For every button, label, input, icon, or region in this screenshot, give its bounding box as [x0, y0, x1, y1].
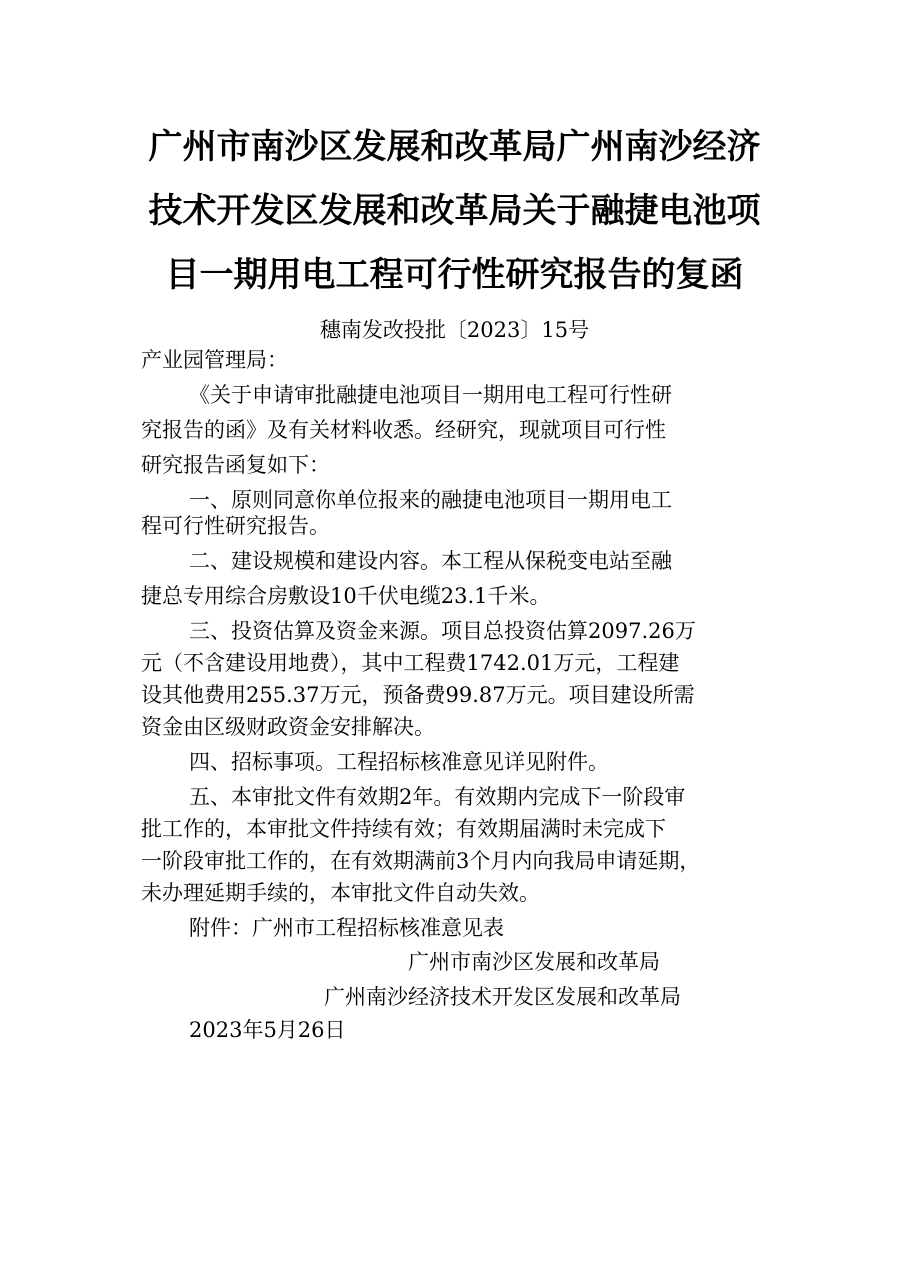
signature-line-2: 广州南沙经济技术开发区发展和改革局 [324, 985, 681, 1009]
addressee: 产业园管理局： [141, 348, 288, 372]
text-line: 究报告的函》及有关材料收悉。经研究，现就项目可行性 [141, 418, 666, 442]
title-line-3: 目一期用电工程可行性研究报告的复函 [165, 255, 744, 295]
text-line: 五、本审批文件有效期2年。有效期内完成下一阶段审 [189, 785, 686, 809]
text-line: 资金由区级财政资金安排解决。 [141, 715, 435, 739]
text-line: 研究报告函复如下： [141, 453, 330, 477]
text-line: 一阶段审批工作的，在有效期满前3个月内向我局申请延期， [141, 849, 701, 873]
text-line: 程可行性研究报告。 [141, 514, 330, 538]
text-line: 《关于申请审批融捷电池项目一期用电工程可行性研 [189, 383, 672, 407]
text-line: 未办理延期手续的，本审批文件自动失效。 [141, 881, 540, 905]
text-line: 四、招标事项。工程招标核准意见详见附件。 [189, 750, 609, 774]
text-line: 三、投资估算及资金来源。项目总投资估算2097.26万 [189, 619, 696, 643]
attachment-line: 附件：广州市工程招标核准意见表 [189, 916, 504, 940]
text-line: 二、建设规模和建设内容。本工程从保税变电站至融 [189, 549, 672, 573]
text-line: 捷总专用综合房敷设10千伏电缆23.1千米。 [141, 584, 551, 608]
title-line-2: 技术开发区发展和改革局关于融捷电池项 [148, 191, 761, 231]
text-line: 一、原则同意你单位报来的融捷电池项目一期用电工 [189, 488, 672, 512]
document-date: 2023年5月26日 [189, 1018, 346, 1042]
title-line-1: 广州市南沙区发展和改革局广州南沙经济 [148, 127, 761, 167]
document-number: 穗南发改投批〔2023〕15号 [319, 318, 590, 342]
text-line: 元（不含建设用地费），其中工程费1742.01万元，工程建 [141, 651, 680, 675]
signature-line-1: 广州市南沙区发展和改革局 [408, 950, 660, 974]
text-line: 批工作的，本审批文件持续有效；有效期届满时未完成下 [141, 817, 666, 841]
text-line: 设其他费用255.37万元，预备费99.87万元。项目建设所需 [141, 683, 695, 707]
